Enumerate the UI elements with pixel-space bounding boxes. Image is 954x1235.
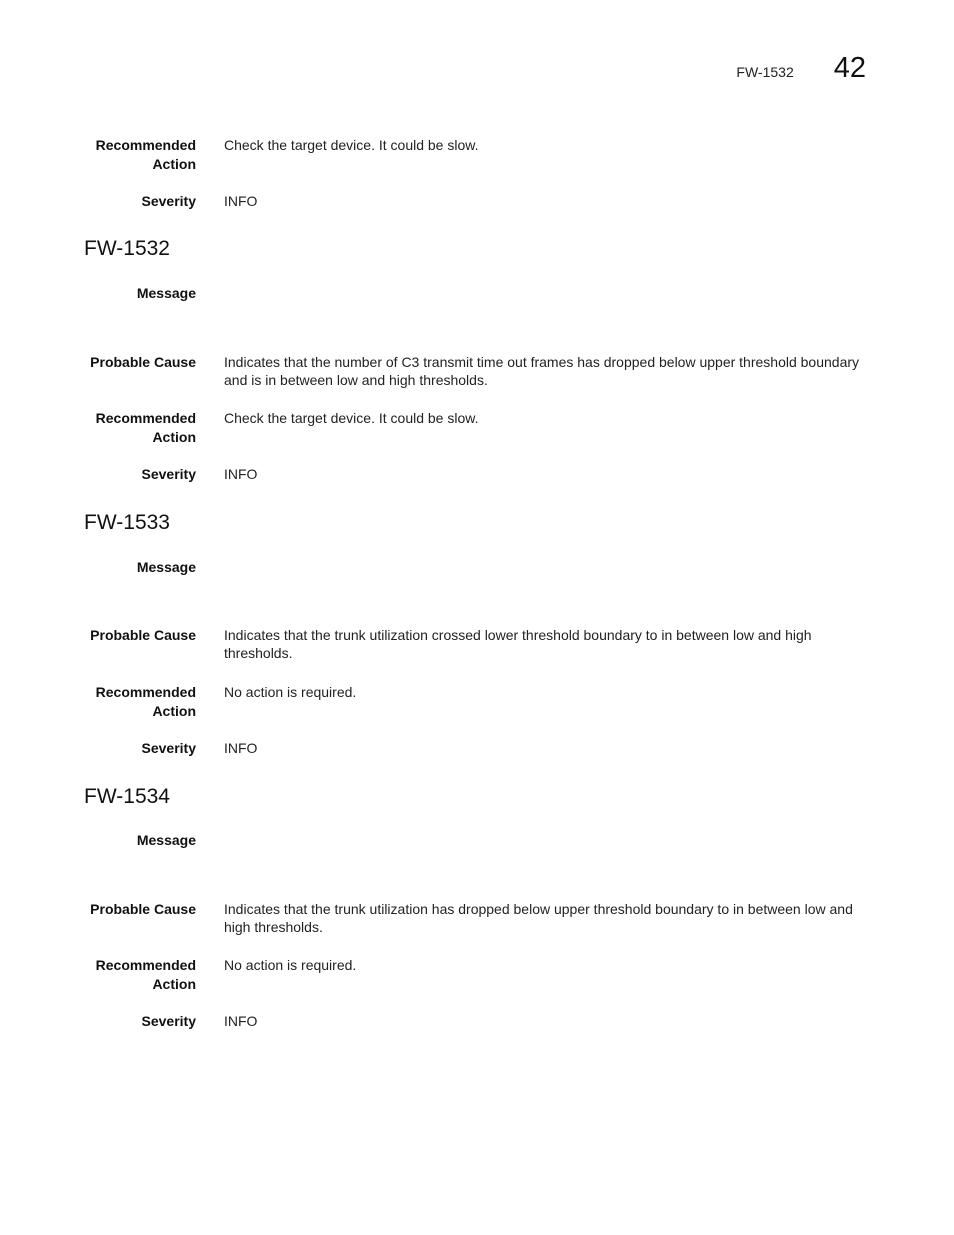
recommended-action-value: No action is required. — [224, 957, 357, 973]
probable-cause-label: Probable Cause — [90, 627, 196, 643]
recommended-action-label: Recommended Action — [95, 684, 196, 719]
probable-cause-label: Probable Cause — [90, 901, 196, 917]
section-title-fw-1532: FW-1532 — [84, 237, 170, 260]
recommended-action-label: Recommended Action — [95, 957, 196, 992]
recommended-action-label: Recommended Action — [95, 410, 196, 445]
probable-cause-value: Indicates that the trunk utilization crossed lower threshold boundary to in between low and high thresholds. — [224, 627, 812, 661]
severity-label: Severity — [141, 740, 196, 756]
severity-value: INFO — [224, 740, 258, 756]
severity-value: INFO — [224, 193, 258, 209]
section-title-fw-1534: FW-1534 — [84, 785, 170, 808]
message-label: Message — [136, 285, 196, 301]
probable-cause-value: Indicates that the trunk utilization has dropped below upper threshold boundary to in between low and high thresholds. — [224, 901, 853, 935]
recommended-action-value: No action is required. — [224, 684, 357, 700]
recommended-action-value: Check the target device. It could be slow. — [224, 410, 479, 426]
probable-cause-value: Indicates that the number of C3 transmit time out frames has dropped below upper threshold boundary and is in between low and high thresholds. — [224, 354, 860, 388]
severity-value: INFO — [224, 466, 258, 482]
severity-label: Severity — [141, 1013, 196, 1029]
header-message-code: FW-1532 — [736, 64, 794, 80]
recommended-action-value: Check the target device. It could be slow. — [224, 137, 479, 153]
section-title-fw-1533: FW-1533 — [84, 511, 170, 534]
page-header — [736, 52, 866, 85]
chapter-number: 42 — [833, 52, 866, 84]
severity-value: INFO — [224, 1013, 258, 1029]
probable-cause-label: Probable Cause — [90, 354, 196, 370]
message-label: Message — [136, 832, 196, 848]
recommended-action-label: Recommended Action — [95, 137, 196, 172]
severity-label: Severity — [141, 466, 196, 482]
severity-label: Severity — [141, 193, 196, 209]
message-label: Message — [136, 559, 196, 575]
